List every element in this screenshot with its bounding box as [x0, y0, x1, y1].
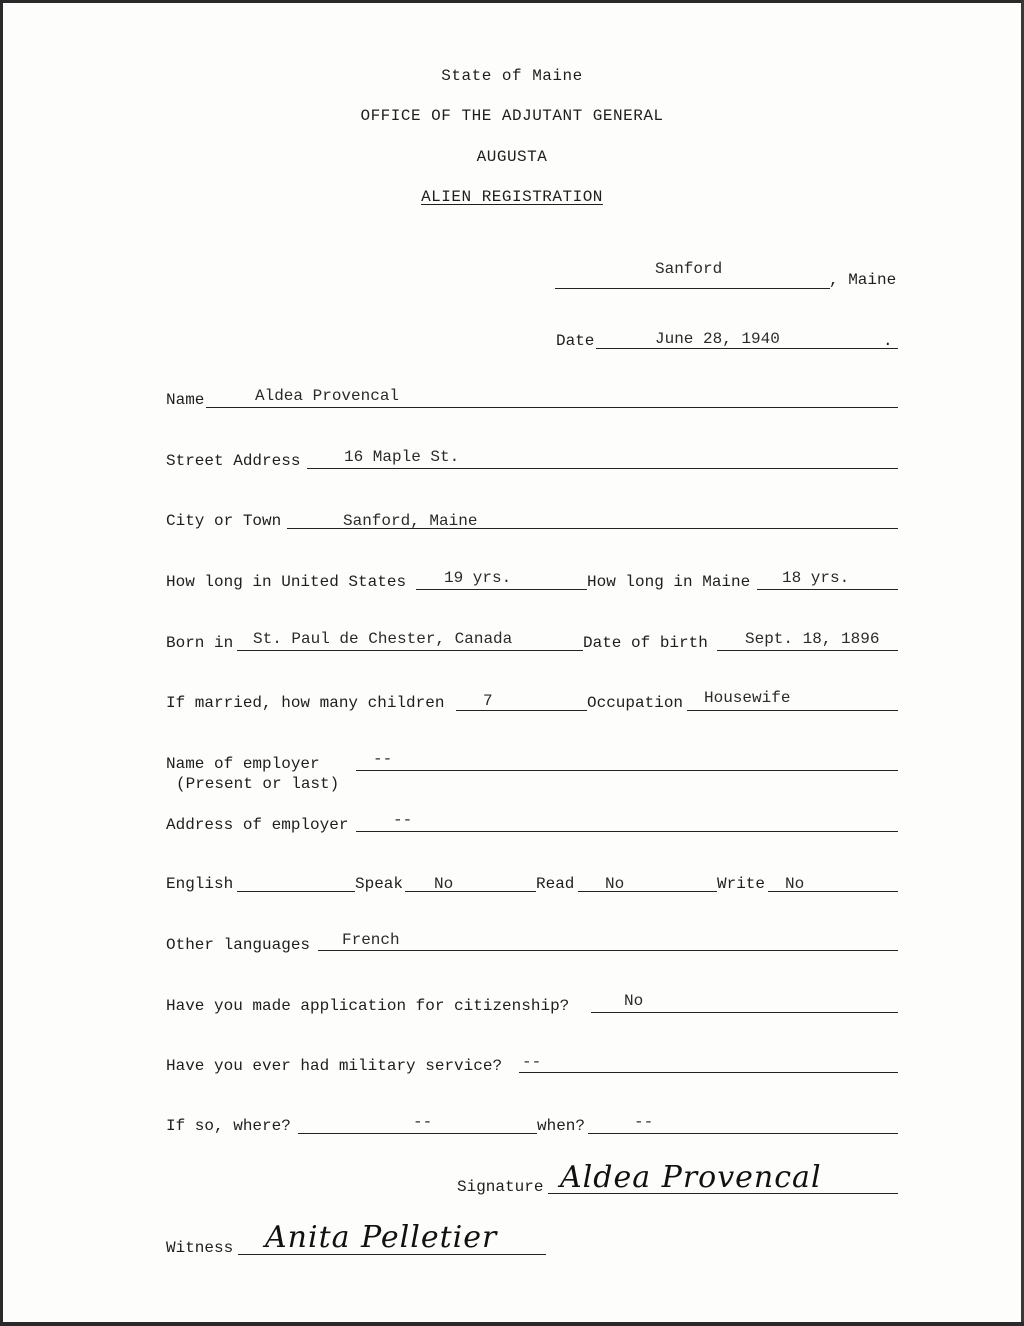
date-label: Date — [556, 332, 595, 350]
english-write-label: Write — [717, 875, 766, 893]
when-value: -- — [634, 1113, 654, 1131]
street-address-value: 16 Maple St. — [344, 448, 460, 466]
employer-address-rule — [356, 831, 898, 832]
header-city: AUGUSTA — [476, 148, 548, 166]
header-state: State of Maine — [441, 67, 583, 85]
english-write-value: No — [785, 875, 805, 893]
signature-handwriting: Aldea Provencal — [560, 1160, 822, 1195]
employer-name-value: -- — [373, 750, 393, 768]
location-town-value: Sanford — [655, 260, 723, 278]
english-read-value: No — [605, 875, 625, 893]
occupation-rule — [687, 710, 898, 711]
form-title-text: ALIEN REGISTRATION — [421, 188, 603, 206]
military-label: Have you ever had military service? — [166, 1057, 503, 1075]
english-rule — [237, 891, 355, 892]
name-label: Name — [166, 391, 205, 409]
when-label: when? — [537, 1117, 586, 1135]
street-address-rule — [307, 468, 898, 469]
english-read-rule — [578, 891, 717, 892]
other-languages-value: French — [342, 931, 400, 949]
other-languages-rule — [318, 950, 898, 951]
signature-rule — [548, 1193, 898, 1194]
occupation-label: Occupation — [587, 694, 684, 712]
header-office: OFFICE OF THE ADJUTANT GENERAL — [360, 107, 664, 125]
where-label: If so, where? — [166, 1117, 291, 1135]
form-title — [0, 188, 1024, 206]
english-label: English — [166, 875, 234, 893]
citizenship-value: No — [624, 992, 644, 1010]
where-value: -- — [413, 1113, 433, 1131]
employer-name-rule — [356, 770, 898, 771]
city-or-town-label: City or Town — [166, 512, 282, 530]
employer-name-sublabel: (Present or last) — [176, 775, 340, 793]
born-in-value: St. Paul de Chester, Canada — [253, 630, 513, 648]
english-write-rule — [768, 891, 898, 892]
scan-border-bottom — [0, 1322, 1024, 1326]
where-rule — [298, 1133, 537, 1134]
scan-border-top — [0, 0, 1024, 3]
signature-label: Signature — [457, 1178, 544, 1196]
witness-rule — [238, 1254, 546, 1255]
date-of-birth-value: Sept. 18, 1896 — [745, 630, 880, 648]
how-long-maine-label: How long in Maine — [587, 573, 751, 591]
citizenship-rule — [591, 1012, 898, 1013]
location-rule — [555, 288, 830, 289]
military-value: -- — [522, 1053, 542, 1071]
how-long-us-rule — [416, 589, 587, 590]
children-value: 7 — [483, 692, 493, 710]
born-in-rule — [237, 650, 583, 651]
military-rule — [519, 1072, 898, 1073]
english-speak-value: No — [434, 875, 454, 893]
how-long-maine-rule — [757, 589, 898, 590]
location-state-suffix: , Maine — [829, 271, 897, 289]
how-long-us-label: How long in United States — [166, 573, 407, 591]
english-read-label: Read — [536, 875, 575, 893]
citizenship-label: Have you made application for citizenship? — [166, 997, 570, 1015]
date-of-birth-label: Date of birth — [583, 634, 708, 652]
children-label: If married, how many children — [166, 694, 445, 712]
name-value: Aldea Provencal — [255, 387, 400, 405]
witness-handwriting: Anita Pelletier — [265, 1220, 498, 1255]
date-rule — [596, 348, 898, 349]
name-rule — [206, 407, 898, 408]
city-or-town-rule — [287, 528, 898, 529]
when-rule — [588, 1133, 898, 1134]
born-in-label: Born in — [166, 634, 234, 652]
date-value: June 28, 1940 — [655, 330, 780, 348]
occupation-value: Housewife — [704, 689, 791, 707]
date-end-mark: . — [883, 332, 893, 350]
street-address-label: Street Address — [166, 452, 301, 470]
english-speak-label: Speak — [355, 875, 404, 893]
witness-label: Witness — [166, 1239, 234, 1257]
how-long-maine-value: 18 yrs. — [782, 569, 850, 587]
english-speak-rule — [405, 891, 536, 892]
other-languages-label: Other languages — [166, 936, 311, 954]
children-rule — [456, 710, 587, 711]
employer-address-label: Address of employer — [166, 816, 349, 834]
city-or-town-value: Sanford, Maine — [343, 512, 478, 530]
how-long-us-value: 19 yrs. — [444, 569, 512, 587]
employer-address-value: -- — [393, 811, 413, 829]
date-of-birth-rule — [717, 650, 898, 651]
employer-name-label: Name of employer — [166, 755, 320, 773]
